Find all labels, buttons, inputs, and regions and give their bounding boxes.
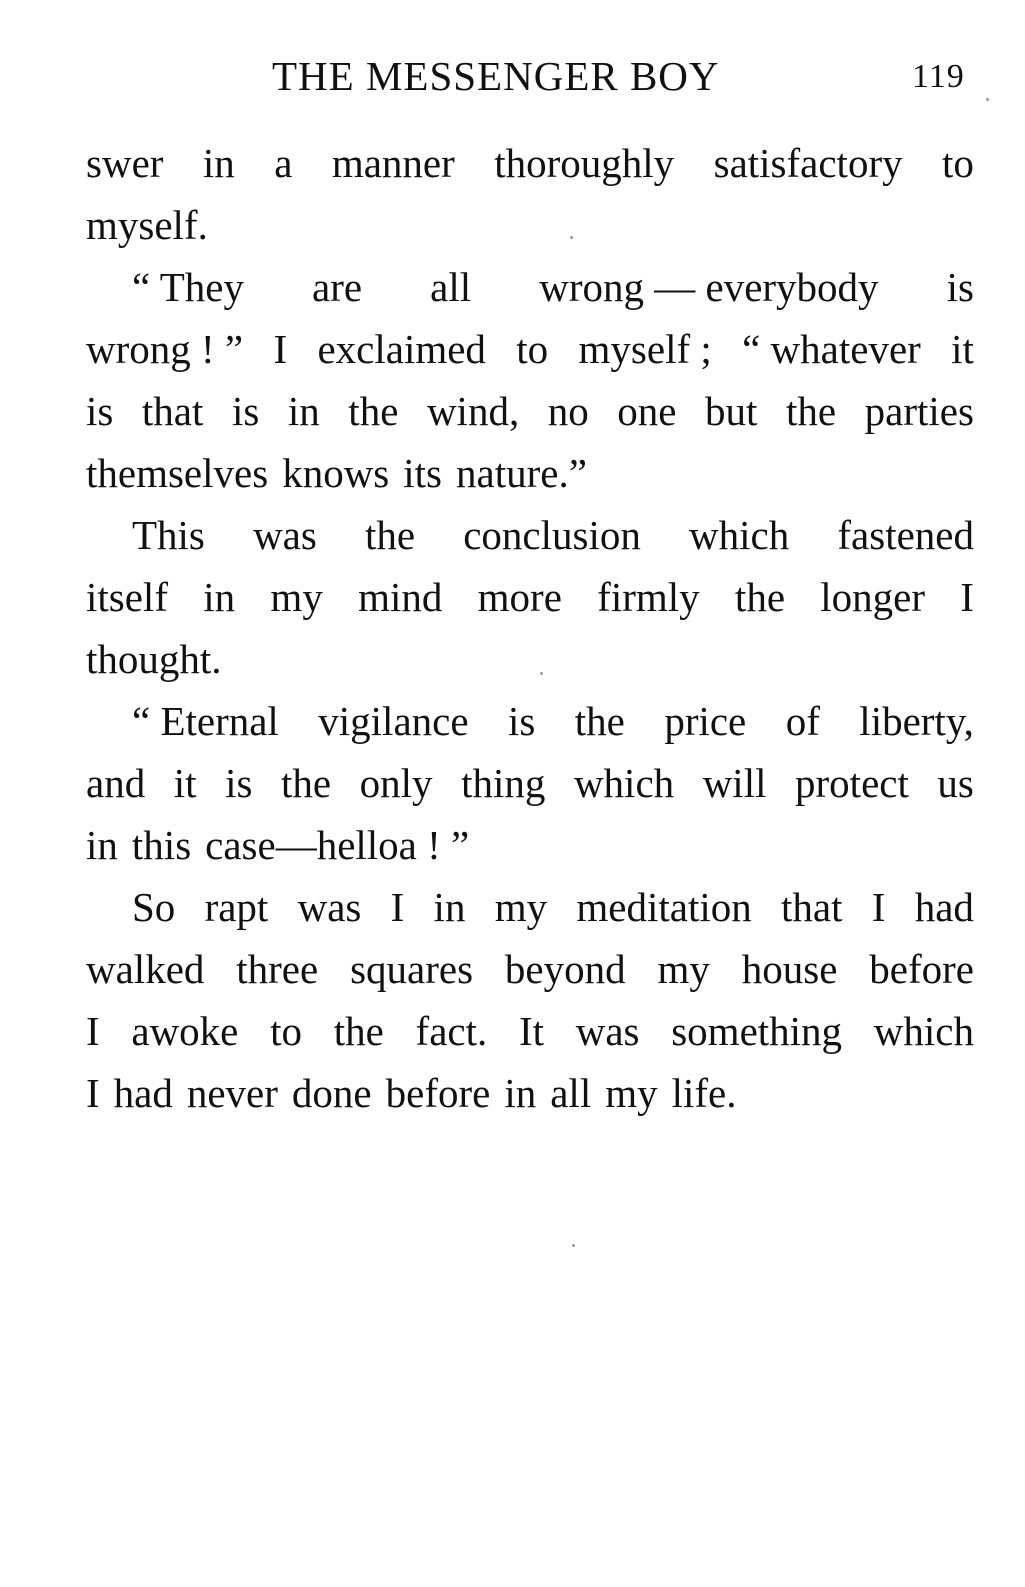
word: myself ; bbox=[578, 326, 712, 372]
text-line bbox=[86, 442, 974, 504]
word: one bbox=[617, 388, 677, 434]
word: meditation bbox=[576, 884, 752, 930]
word: “ They bbox=[132, 264, 244, 310]
word: in bbox=[202, 140, 235, 186]
word: to bbox=[942, 140, 974, 186]
word: nature.” bbox=[456, 450, 587, 496]
word: liberty, bbox=[859, 698, 974, 744]
word: it bbox=[951, 326, 974, 372]
word: all bbox=[550, 1070, 592, 1116]
word: all bbox=[430, 264, 472, 310]
word: it bbox=[173, 760, 197, 806]
word: done bbox=[291, 1070, 372, 1116]
word: manner bbox=[331, 140, 455, 186]
word: I bbox=[871, 884, 886, 930]
word: and bbox=[86, 760, 146, 806]
text-line bbox=[86, 876, 974, 938]
word: squares bbox=[350, 946, 474, 992]
text-line bbox=[86, 690, 974, 752]
word: a bbox=[274, 140, 293, 186]
word: only bbox=[359, 760, 433, 806]
word: fastened bbox=[837, 512, 974, 558]
word: to bbox=[516, 326, 549, 372]
word: wrong ! ” bbox=[86, 326, 244, 372]
page-number: 119 bbox=[912, 58, 965, 95]
word: case—helloa ! ” bbox=[205, 822, 470, 868]
word: was bbox=[297, 884, 362, 930]
word: before bbox=[385, 1070, 491, 1116]
word: parties bbox=[864, 388, 974, 434]
word: never bbox=[186, 1070, 278, 1116]
word: longer bbox=[820, 574, 926, 620]
word: mind bbox=[358, 574, 443, 620]
word: the bbox=[348, 388, 399, 434]
word: this bbox=[131, 822, 192, 868]
word: is bbox=[946, 264, 974, 310]
word: awoke bbox=[131, 1008, 239, 1054]
word: vigilance bbox=[318, 698, 469, 744]
word: three bbox=[236, 946, 319, 992]
word: but bbox=[705, 388, 758, 434]
word: in bbox=[86, 822, 118, 868]
word: I bbox=[86, 1008, 100, 1054]
word: that bbox=[141, 388, 204, 434]
word: are bbox=[312, 264, 363, 310]
word: themselves bbox=[86, 450, 269, 496]
word: swer bbox=[86, 140, 164, 186]
word: of bbox=[785, 698, 820, 744]
body-text bbox=[86, 132, 974, 1124]
word: the bbox=[333, 1008, 384, 1054]
word: wind, bbox=[426, 388, 520, 434]
word: which bbox=[689, 512, 790, 558]
word: was bbox=[575, 1008, 640, 1054]
word: itself bbox=[86, 574, 168, 620]
word: myself. bbox=[86, 202, 208, 248]
word: wrong — everybody bbox=[539, 264, 879, 310]
word: which bbox=[573, 760, 675, 806]
word: This bbox=[132, 512, 205, 558]
word: no bbox=[547, 388, 589, 434]
word: fact. bbox=[415, 1008, 488, 1054]
word: thoroughly bbox=[494, 140, 675, 186]
text-line bbox=[86, 318, 974, 380]
scan-speck bbox=[540, 672, 543, 675]
word: exclaimed bbox=[317, 326, 486, 372]
text-line bbox=[86, 752, 974, 814]
word: my bbox=[494, 884, 548, 930]
word: the bbox=[574, 698, 625, 744]
word: us bbox=[937, 760, 974, 806]
word: I bbox=[273, 326, 288, 372]
word: before bbox=[869, 946, 974, 992]
word: I bbox=[86, 1070, 100, 1116]
word: I bbox=[960, 574, 974, 620]
text-line bbox=[86, 938, 974, 1000]
text-line bbox=[86, 1062, 974, 1124]
text-line bbox=[86, 504, 974, 566]
word: It bbox=[518, 1008, 545, 1054]
word: is bbox=[507, 698, 536, 744]
word: to bbox=[270, 1008, 303, 1054]
text-line bbox=[86, 194, 974, 256]
text-line bbox=[86, 566, 974, 628]
word: in bbox=[203, 574, 236, 620]
word: is bbox=[225, 760, 253, 806]
text-line bbox=[86, 380, 974, 442]
text-line bbox=[86, 628, 974, 690]
word: the bbox=[785, 388, 837, 434]
word: which bbox=[873, 1008, 974, 1054]
word: in bbox=[287, 388, 320, 434]
word: its bbox=[403, 450, 443, 496]
word: my bbox=[270, 574, 323, 620]
word: firmly bbox=[597, 574, 700, 620]
word: life. bbox=[671, 1070, 737, 1116]
word: “ whatever bbox=[742, 326, 921, 372]
word: satisfactory bbox=[713, 140, 903, 186]
word: is bbox=[231, 388, 260, 434]
word: conclusion bbox=[463, 512, 641, 558]
word: rapt bbox=[204, 884, 269, 930]
word: was bbox=[253, 512, 317, 558]
word: house bbox=[741, 946, 838, 992]
word: that bbox=[781, 884, 843, 930]
word: will bbox=[702, 760, 767, 806]
word: I bbox=[390, 884, 405, 930]
word: is bbox=[86, 388, 114, 434]
word: price bbox=[664, 698, 747, 744]
word: So bbox=[132, 884, 176, 930]
word: in bbox=[504, 1070, 537, 1116]
text-line bbox=[86, 132, 974, 194]
text-line bbox=[86, 256, 974, 318]
text-line bbox=[86, 814, 974, 876]
scan-speck bbox=[572, 1244, 575, 1247]
word: the bbox=[281, 760, 332, 806]
word: “ Eternal bbox=[132, 698, 279, 744]
word: thought. bbox=[86, 636, 222, 682]
word: my bbox=[605, 1070, 658, 1116]
word: beyond bbox=[504, 946, 626, 992]
running-title: THE MESSENGER BOY bbox=[272, 53, 720, 99]
word: in bbox=[433, 884, 466, 930]
word: protect bbox=[795, 760, 909, 806]
word: had bbox=[113, 1070, 173, 1116]
word: something bbox=[671, 1008, 843, 1054]
word: the bbox=[364, 512, 416, 558]
word: more bbox=[477, 574, 562, 620]
word: walked bbox=[86, 946, 205, 992]
word: my bbox=[657, 946, 710, 992]
word: had bbox=[914, 884, 974, 930]
word: the bbox=[734, 574, 786, 620]
text-line bbox=[86, 1000, 974, 1062]
word: thing bbox=[461, 760, 546, 806]
scan-speck bbox=[986, 98, 989, 101]
scan-speck bbox=[570, 236, 573, 239]
running-head bbox=[0, 52, 1025, 102]
word: knows bbox=[282, 450, 390, 496]
